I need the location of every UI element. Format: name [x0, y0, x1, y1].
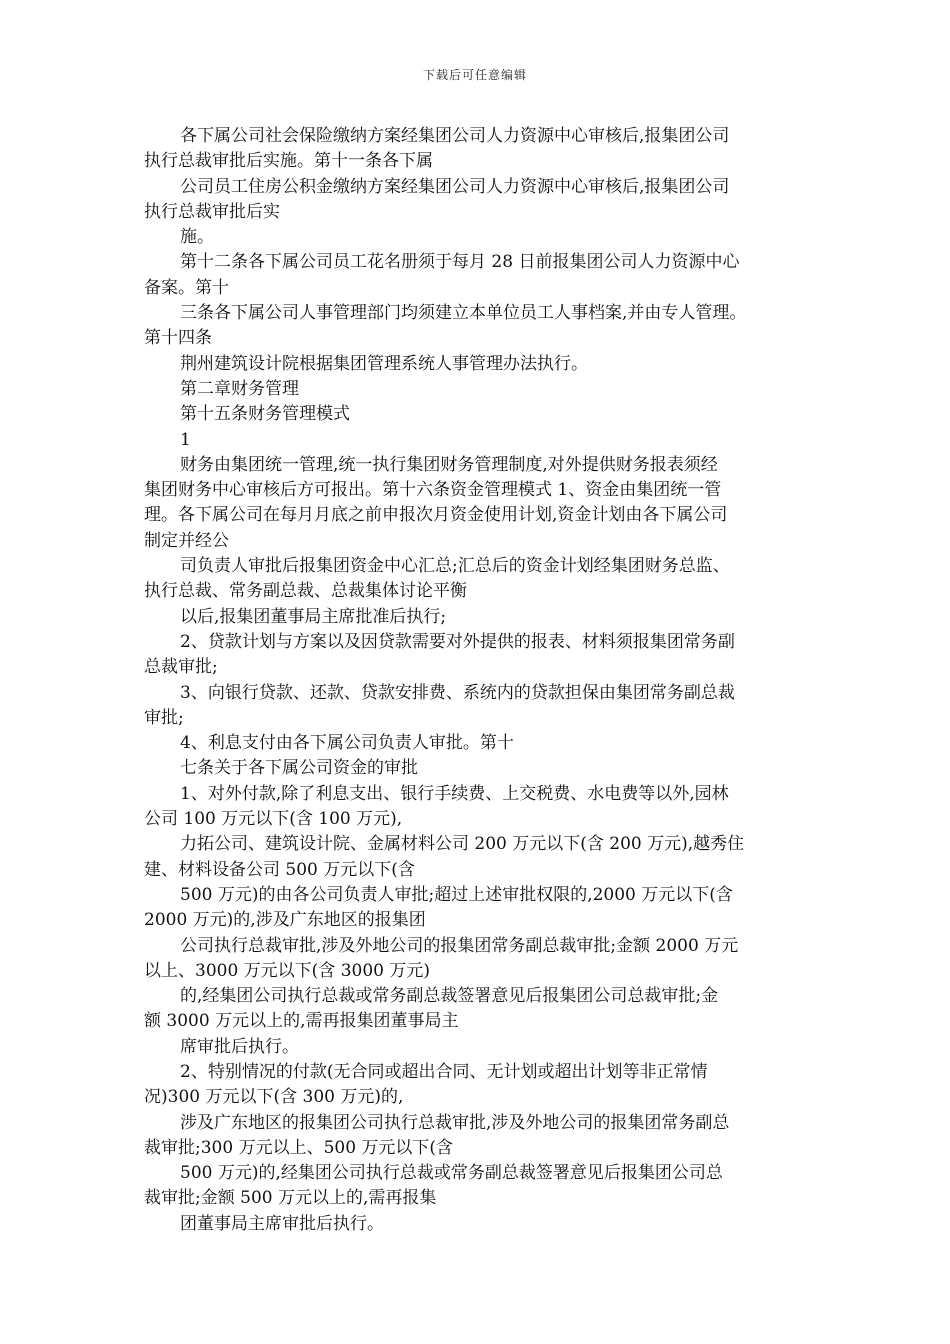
- text-line: 司负责人审批后报集团资金中心汇总;汇总后的资金计划经集团财务总监、: [180, 556, 730, 577]
- text-line: 500 万元)的,经集团公司执行总裁或常务副总裁签署意见后报集团公司总: [180, 1163, 723, 1184]
- text-line: 各下属公司社会保险缴纳方案经集团公司人力资源中心审核后,报集团公司: [180, 126, 730, 146]
- text-line: 3、向银行贷款、还款、贷款安排费、系统内的贷款担保由集团常务副总裁: [180, 682, 735, 703]
- text-line: 公司执行总裁审批,涉及外地公司的报集团常务副总裁审批;金额 2000 万元: [180, 935, 739, 956]
- text-line: 额 3000 万元以上的,需再报集团董事局主: [144, 1011, 459, 1032]
- text-line: 以后,报集团董事局主席批准后执行;: [180, 606, 447, 627]
- text-line: 公司员工住房公积金缴纳方案经集团公司人力资源中心审核后,报集团公司: [180, 176, 730, 197]
- text-line: 裁审批;300 万元以上、500 万元以下(含: [144, 1137, 454, 1158]
- text-line: 第十五条财务管理模式: [180, 404, 350, 425]
- text-line: 荆州建筑设计院根据集团管理系统人事管理办法执行。: [180, 353, 588, 374]
- text-line: 制定并经公: [144, 530, 229, 551]
- text-line: 三条各下属公司人事管理部门均须建立本单位员工人事档案,并由专人管理。: [180, 303, 747, 324]
- page-header: 下载后可任意编辑: [422, 68, 527, 82]
- text-line: 力拓公司、建筑设计院、金属材料公司 200 万元以下(含 200 万元),越秀住: [180, 834, 745, 855]
- text-line: 建、材料设备公司 500 万元以下(含: [144, 859, 415, 880]
- text-line: 席审批后执行。: [180, 1036, 299, 1057]
- text-line: 第二章财务管理: [180, 378, 299, 399]
- text-line: 涉及广东地区的报集团公司执行总裁审批,涉及外地公司的报集团常务副总: [180, 1112, 730, 1133]
- text-line: 1、对外付款,除了利息支出、银行手续费、上交税费、水电费等以外,园林: [180, 783, 729, 804]
- text-line: 执行总裁、常务副总裁、总裁集体讨论平衡: [144, 581, 467, 602]
- text-line: 500 万元)的由各公司负责人审批;超过上述审批权限的,2000 万元以下(含: [180, 884, 733, 905]
- text-line: 备案。第十: [144, 277, 229, 298]
- text-line: 财务由集团统一管理,统一执行集团财务管理制度,对外提供财务报表须经: [180, 454, 718, 475]
- text-line: 集团财务中心审核后方可报出。第十六条资金管理模式 1、资金由集团统一管: [144, 480, 722, 501]
- text-line: 的,经集团公司执行总裁或常务副总裁签署意见后报集团公司总裁审批;金: [180, 986, 719, 1007]
- text-line: 七条关于各下属公司资金的审批: [180, 758, 418, 779]
- text-line: 4、利息支付由各下属公司负责人审批。第十: [180, 733, 514, 754]
- text-line: 施。: [180, 227, 214, 248]
- text-line: 第十四条: [144, 328, 212, 349]
- text-line: 理。各下属公司在每月月底之前申报次月资金使用计划,资金计划由各下属公司: [144, 505, 728, 526]
- text-line: 2、贷款计划与方案以及因贷款需要对外提供的报表、材料须报集团常务副: [180, 631, 735, 652]
- text-line: 团董事局主席审批后执行。: [180, 1213, 384, 1234]
- text-line: 以上、3000 万元以下(含 3000 万元): [144, 960, 431, 981]
- text-line: 2000 万元)的,涉及广东地区的报集团: [144, 910, 426, 931]
- text-line: 1: [180, 429, 191, 450]
- text-line: 裁审批;金额 500 万元以上的,需再报集: [144, 1188, 437, 1209]
- text-line: 2、特别情况的付款(无合同或超出合同、无计划或超出计划等非正常情: [180, 1061, 708, 1082]
- text-line: 第十二条各下属公司员工花名册须于每月 28 日前报集团公司人力资源中心: [180, 252, 740, 273]
- text-line: 公司 100 万元以下(含 100 万元),: [144, 809, 403, 830]
- text-line: 况)300 万元以下(含 300 万元)的,: [144, 1087, 404, 1108]
- text-line: 执行总裁审批后实施。第十一条各下属: [144, 151, 433, 172]
- text-line: 执行总裁审批后实: [144, 201, 280, 222]
- text-line: 总裁审批;: [144, 657, 218, 678]
- text-line: 审批;: [144, 707, 184, 728]
- document-body: [144, 124, 814, 1237]
